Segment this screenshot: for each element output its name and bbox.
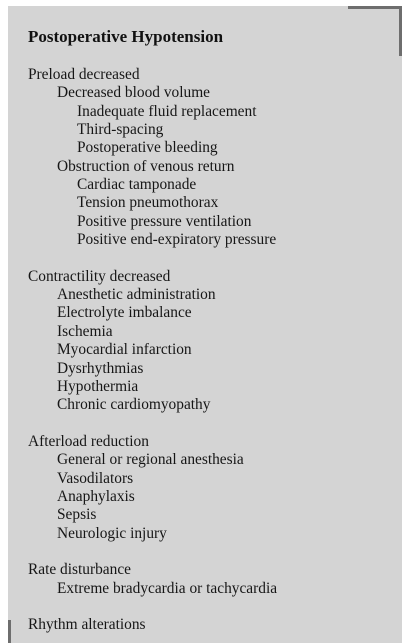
cause-item: Neurologic injury <box>57 524 167 542</box>
section-spacer <box>0 249 409 267</box>
cause-item: Sepsis <box>57 506 97 524</box>
sub-cause-item: Postoperative bleeding <box>77 139 218 157</box>
cause-item: Myocardial infarction <box>57 341 192 359</box>
corner-bracket-right <box>399 6 402 56</box>
cause-outline <box>0 66 409 635</box>
sub-cause-item: Inadequate fluid replacement <box>77 102 257 120</box>
category-heading: Afterload reduction <box>28 432 149 450</box>
cause-item: General or regional anesthesia <box>57 451 244 469</box>
cause-item: Extreme bradycardia or tachycardia <box>57 579 278 597</box>
section-spacer <box>0 598 409 616</box>
category-heading: Contractility decreased <box>28 267 171 285</box>
sub-cause-item: Positive end-expiratory pressure <box>77 231 277 249</box>
sub-cause-item: Tension pneumothorax <box>77 194 219 212</box>
cause-item: Dysrhythmias <box>57 359 144 377</box>
category-heading: Rate disturbance <box>28 561 131 579</box>
sub-cause-item: Positive pressure ventilation <box>77 212 252 230</box>
cause-item: Decreased blood volume <box>57 84 210 102</box>
box-title: Postoperative Hypotension <box>28 27 224 46</box>
cause-item: Anaphylaxis <box>57 487 135 505</box>
cause-item: Electrolyte imbalance <box>57 304 192 322</box>
cause-item: Vasodilators <box>57 469 134 487</box>
category-heading: Preload decreased <box>28 66 140 83</box>
cause-item: Hypothermia <box>57 377 139 395</box>
cause-item: Anesthetic administration <box>57 286 216 304</box>
cause-item: Chronic cardiomyopathy <box>57 396 211 414</box>
category-heading: Rhythm alterations <box>28 616 146 634</box>
section-spacer <box>0 543 409 561</box>
section-spacer <box>0 415 409 433</box>
sub-cause-item: Third-spacing <box>77 121 164 139</box>
corner-bracket-top <box>348 6 402 9</box>
cause-item: Ischemia <box>57 322 113 340</box>
cause-item: Obstruction of venous return <box>57 157 235 175</box>
sub-cause-item: Cardiac tamponade <box>77 176 197 194</box>
